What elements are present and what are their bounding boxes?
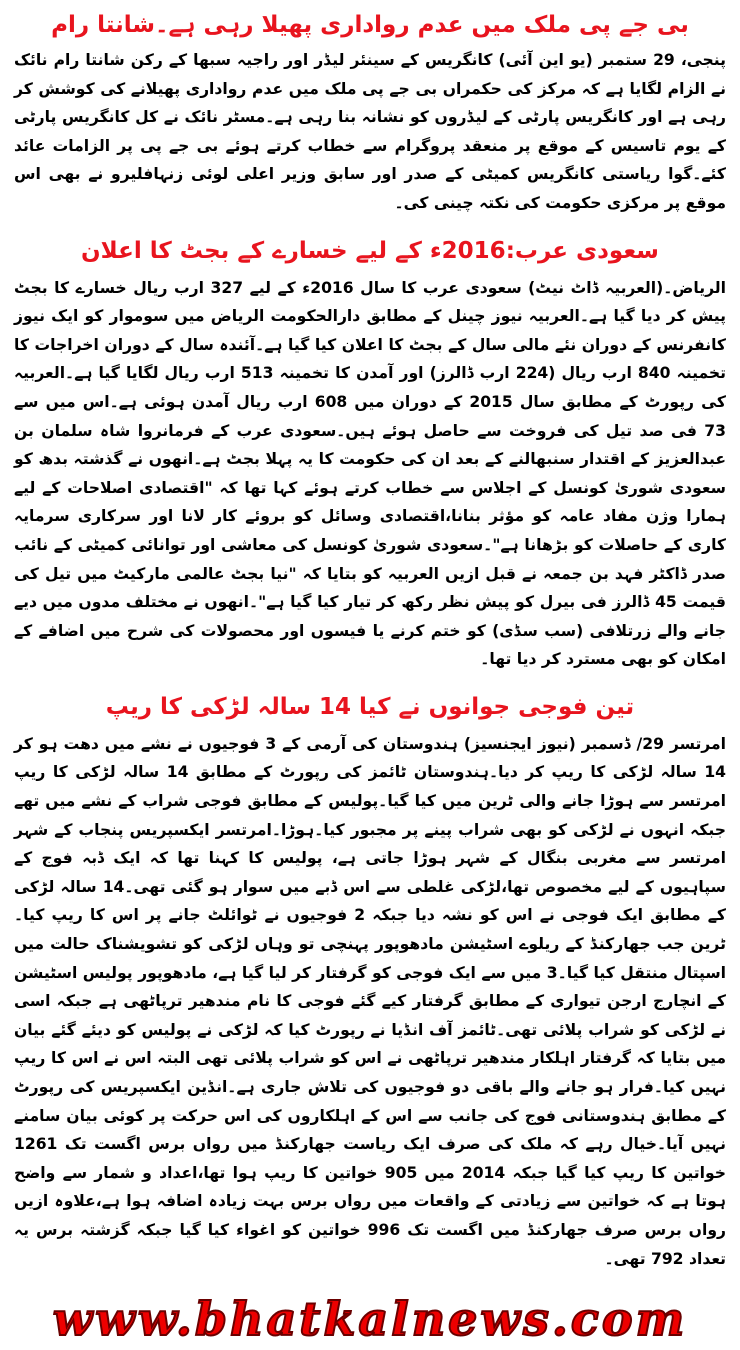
article-headline: بی جے پی ملک میں عدم رواداری پھیلا رہی ہے۔شانتا رام (51, 12, 689, 38)
article-tolerance (14, 8, 726, 218)
article-headline: تین فوجی جوانوں نے کیا 14 سالہ لڑکی کا ریپ (105, 693, 635, 720)
article-headline: سعودی عرب:2016ء کے لیے خسارے کے بجٹ کا اعلان (81, 237, 659, 264)
article-body: پنجی، 29 ستمبر (یو این آئی) کانگریس کے سینئر لیڈر اور راجیہ سبھا کے رکن شانتا رام نائک نے الزام لگایا ہے کہ مرکز کی حکمراں بی جے پی ملک میں عدم رواداری پھیلانے کی کوشش کر رہی ہے اور کانگریس پارٹی کے لیڈروں کو نشانہ بنا رہی ہے۔مسٹر نائک نے کل کانگریس پارٹی کے یوم تاسیس کے موقع پر منعقد پروگرام سے خطاب کرتے ہوئے بی جے پی پر الزامات عائد کئے۔گوا ریاستی کانگریس کمیٹی کے صدر اور سابق وزیر اعلی لوئی زنہافلیرو نے بھی اس موقع پر مرکزی حکومت کی نکتہ چینی کی۔ (14, 51, 726, 212)
article-saudi-budget (14, 234, 726, 674)
article-army-rape (14, 690, 726, 1273)
article-body: امرتسر 29/ ڈسمبر (نیوز ایجنسیز) ہندوستان کی آرمی کے 3 فوجیوں نے نشے میں دھت ہو کر 14 سالہ لڑکی کا ریپ کر دیا۔ہندوستان ٹائمز کی رپورٹ کے مطابق 14 سالہ لڑکی کا ریپ امرتسر سے ہوڑا جانے والی ٹرین میں کیا گیا۔پولیس کے مطابق فوجی شراب کے نشے میں تھے جبکہ انہوں نے لڑکی کو بھی شراب پینے پر مجبور کیا۔ہوڑا۔امرتسر ایکسپریس پنجاب کے شہر امرتسر سے مغربی بنگال کے شہر ہوڑا جاتی ہے، پولیس کا کہنا تھا کہ ایک ڈبہ فوج کے سپاہیوں کے لیے مخصوص تھا،لڑکی غلطی سے اس ڈبے میں سوار ہو گئی تھی۔14 سالہ لڑکی کے مطابق ایک فوجی نے اس کو نشہ دیا جبکہ 2 فوجیوں نے ٹوائلٹ جانے پر اس کا ریپ کیا۔ٹرین جب جھارکنڈ کے ریلوے اسٹیشن مادھوپور پہنچی تو وہاں لڑکی کو تشویشناک حالت میں اسپتال منتقل کیا گیا۔3 میں سے ایک فوجی کو گرفتار کر لیا گیا ہے، مادھوپور پولیس اسٹیشن کے انچارج ارجن تیواری کے مطابق گرفتار کیے گئے فوجی کا نام مندھیر ترپاٹھی ہے جبکہ اسی نے لڑکی کو شراب پلائی تھی۔ٹائمز آف انڈیا نے رپورٹ کیا کہ لڑکی نے پولیس کو دیئے گئے بیان میں بتایا کہ گرفتار اہلکار مندھیر ترپاٹھی نے اس کو شراب پلائی تھی البتہ اس نے اس کا ریپ نہیں کیا۔فرار ہو جانے والے باقی دو فوجیوں کی تلاش جاری ہے۔انڈین ایکسپریس کی رپورٹ کے مطابق ہندوستانی فوج کی جانب سے اس کے اہلکاروں کی اس حرکت پر کوئی بیان سامنے نہیں آیا۔خیال رہے کہ ملک کی صرف ایک ریاست جھارکنڈ میں رواں برس اگست تک 1261 خواتین کا ریپ کیا گیا جبکہ 2014 میں 905 خواتین کا ریپ ہوا تھا،اعداد و شمار سے واضح ہوتا ہے کہ خواتین سے زیادتی کے واقعات میں رواں برس بہت زیادہ اضافہ ہوا ہے،علاوہ ازیں رواں برس صرف جھارکنڈ میں اگست تک 996 خواتین کو اغواء کیا گیا جبکہ گزشتہ برس یہ تعداد 792 تھی۔ (14, 734, 727, 1268)
website-footer[interactable]: www.bhatkalnews.com (52, 1292, 688, 1346)
article-body: الریاض۔(العربیہ ڈاٹ نیٹ) سعودی عرب کا سال 2016ء کے لیے 327 ارب ریال خسارے کا بجٹ پیش کر دیا گیا ہے۔العربیہ نیوز چینل کے مطابق دارالحکومت الریاض میں سوموار کو ایک نیوز کانفرنس کے دوران نئے مالی سال کے بجٹ کا اعلان کیا گیا ہے۔آئندہ سال کے دوران اخراجات کا تخمینہ 840 ارب ریال (224 ارب ڈالرز) اور آمدن کا تخمینہ 513 ارب ریال لگایا گیا ہے۔العربیہ کی رپورٹ کے مطابق سال 2015 کے دوران میں 608 ارب ریال آمدن ہوئی ہے۔اس میں سے 73 فی صد تیل کی فروخت سے حاصل ہوئے ہیں۔سعودی عرب کے فرمانروا شاہ سلمان بن عبدالعزیز کے اقتدار سنبھالنے کے بعد ان کی حکومت کا یہ پہلا بجٹ ہے۔انھوں نے گذشتہ بدھ کو سعودی شوریٰ کونسل کے اجلاس سے خطاب کرتے ہوئے کہا تھا کہ "اقتصادی اصلاحات کے لیے ہمارا وژن مفاد عامہ کو مؤثر بنانا،اقتصادی وسائل کو بروئے کار لانا اور سرکاری سرمایہ کاری کے حاصلات کو بڑھانا ہے"۔سعودی شوریٰ کونسل کی معاشی اور توانائی کمیٹی کے نائب صدر ڈاکٹر فہد بن جمعہ نے قبل ازیں العربیہ کو بتایا کہ "نیا بجٹ عالمی مارکیٹ میں تیل کی قیمت 45 ڈالرز فی بیرل کو پیش نظر رکھ کر تیار کیا گیا ہے"۔انھوں نے مختلف مدوں میں دیے جانے والے زرتلافی (سب سڈی) کو ختم کرنے یا فیسوں اور محصولات کی شرح میں اضافے کے امکان کو بھی مسترد کر دیا تھا۔ (14, 278, 726, 669)
